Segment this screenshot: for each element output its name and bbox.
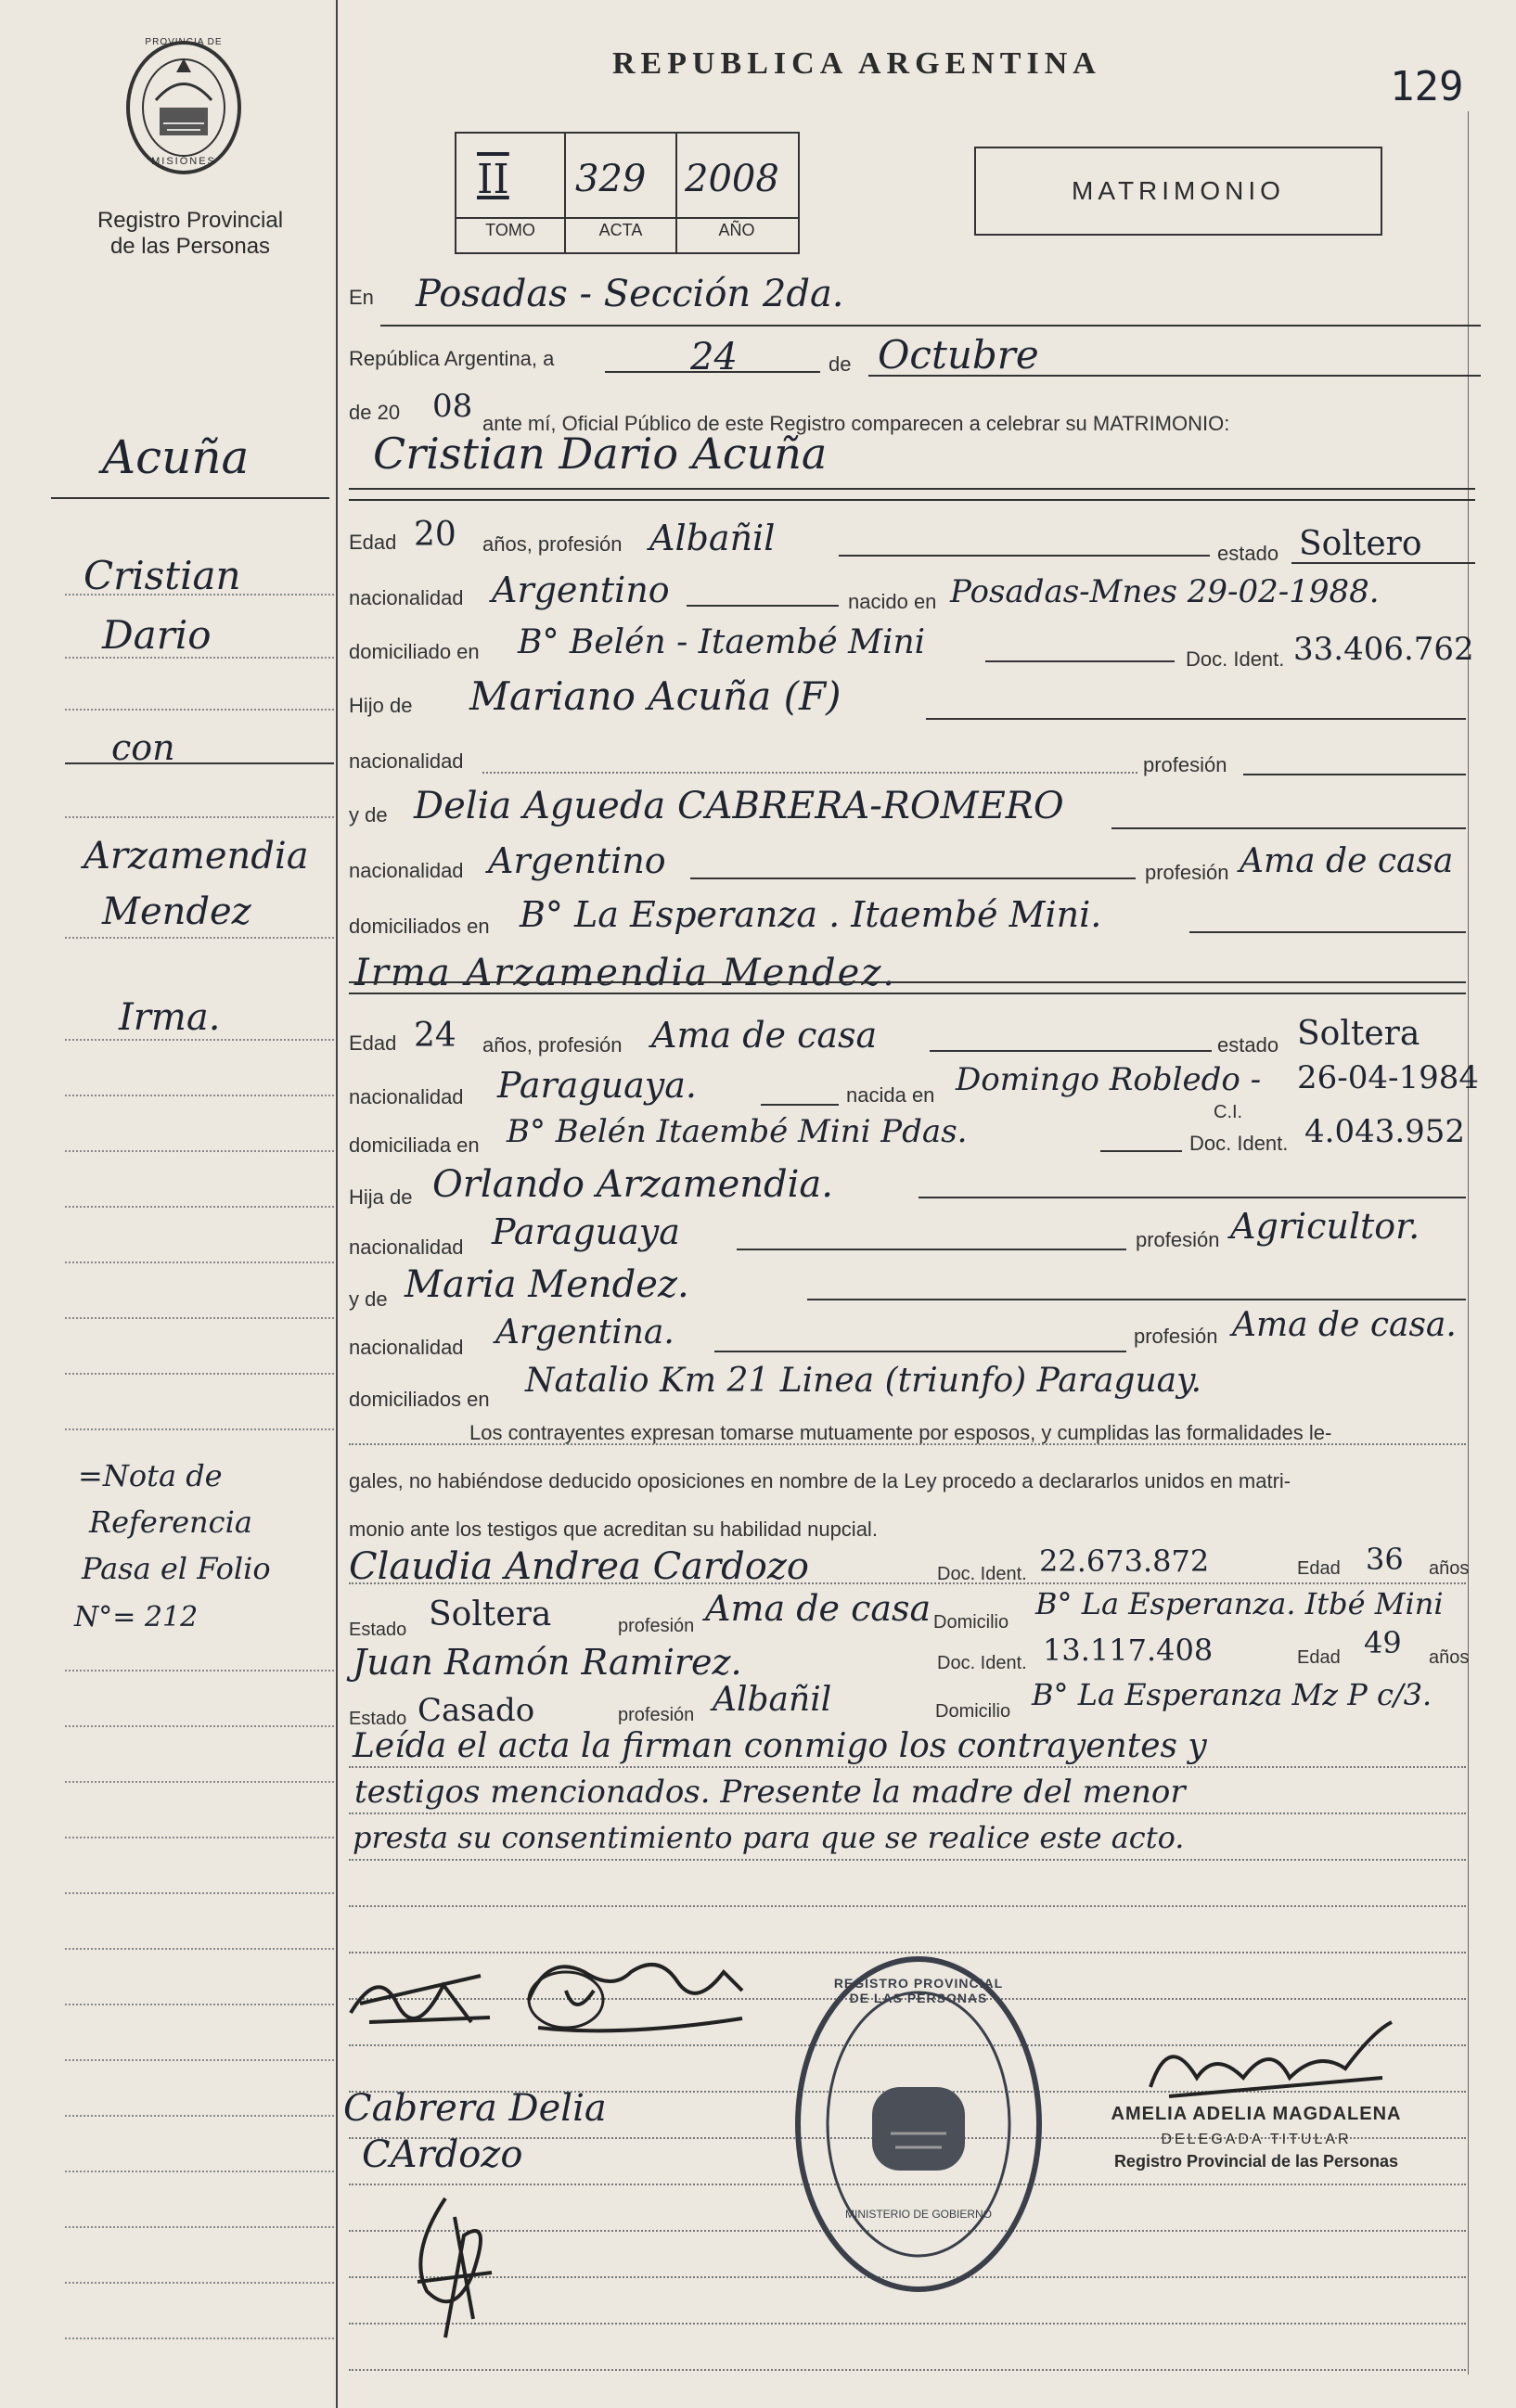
groom-profession-line bbox=[839, 555, 1210, 557]
ante-text: ante mí, Oficial Público de este Registro comparecen a celebrar su MATRIMONIO: bbox=[482, 412, 1230, 435]
groom-parents-address: B° La Esperanza . Itaembé Mini. bbox=[520, 894, 1102, 935]
groom-doc: 33.406.762 bbox=[1293, 631, 1474, 668]
domicilio-label-2: Domicilio bbox=[935, 1701, 1011, 1722]
official-name: AMELIA ADELIA MAGDALENA bbox=[1111, 2104, 1402, 2124]
anos-profesion-label: años, profesión bbox=[482, 532, 623, 556]
country-title: REPUBLICA ARGENTINA bbox=[612, 46, 1101, 81]
acta-value: 329 bbox=[575, 158, 647, 200]
margin-dotted-line bbox=[65, 2282, 334, 2284]
margin-name2: Dario bbox=[102, 612, 212, 658]
month-value: Octubre bbox=[878, 332, 1039, 378]
nacionalidad-label-4: nacionalidad bbox=[349, 1085, 464, 1108]
margin-note1: =Nota de bbox=[78, 1458, 223, 1493]
groom-status-line bbox=[1291, 562, 1475, 564]
witness2-profession: Albañil bbox=[713, 1681, 832, 1719]
groom-address: B° Belén - Itaembé Mini bbox=[518, 623, 926, 661]
bride-profession: Ama de casa bbox=[651, 1015, 878, 1056]
bride-mother-line bbox=[807, 1299, 1466, 1300]
margin-surname2a: Arzamendia bbox=[84, 835, 309, 877]
margin-dotted-line bbox=[65, 1948, 334, 1950]
groom-father-nationality-line bbox=[482, 772, 1137, 774]
bride-doc: 4.043.952 bbox=[1304, 1113, 1466, 1150]
margin-dotted-line bbox=[65, 1837, 334, 1838]
anos-profesion-label-2: años, profesión bbox=[482, 1033, 623, 1057]
groom-address-line bbox=[985, 660, 1175, 662]
margin-con: con bbox=[111, 727, 175, 768]
closing-line-3: presta su consentimiento para que se realice este acto. bbox=[353, 1820, 1185, 1855]
margin-dotted-line bbox=[65, 816, 334, 818]
margin-dotted-line bbox=[65, 1150, 334, 1152]
en-label: En bbox=[349, 286, 374, 309]
groom-mother-line bbox=[1111, 827, 1466, 829]
margin-surname: Acuña bbox=[102, 430, 250, 484]
form-dotted-line bbox=[349, 2369, 1466, 2371]
seal-text-bottom: MISIONES bbox=[151, 156, 216, 167]
margin-dotted-line bbox=[65, 1428, 334, 1430]
witness-signature bbox=[510, 1944, 761, 2056]
domicilio-label: Domicilio bbox=[933, 1612, 1009, 1633]
bride-name-line2 bbox=[349, 993, 1466, 994]
margin-dotted-line bbox=[65, 1039, 334, 1041]
form-dotted-line bbox=[349, 1859, 1466, 1861]
edad-label-3: Edad bbox=[1297, 1558, 1341, 1579]
groom-birth: Posadas-Mnes 29-02-1988. bbox=[950, 573, 1380, 610]
edad-label: Edad bbox=[349, 531, 397, 554]
left-margin-rule bbox=[336, 0, 338, 2408]
witness2-name: Juan Ramón Ramirez. bbox=[353, 1642, 742, 1683]
profesion-label-3: profesión bbox=[1136, 1228, 1220, 1251]
profesion-label-6: profesión bbox=[618, 1705, 695, 1725]
groom-name-line2 bbox=[349, 499, 1475, 501]
edad-label-4: Edad bbox=[1297, 1647, 1341, 1668]
groom-mother-profession: Ama de casa bbox=[1240, 842, 1454, 880]
tomo-label: TOMO bbox=[485, 221, 535, 239]
margin-dotted-line bbox=[65, 1725, 334, 1727]
margin-surname2b: Mendez bbox=[102, 890, 251, 933]
estado-label-4: Estado bbox=[349, 1709, 407, 1729]
witness1-doc: 22.673.872 bbox=[1039, 1543, 1210, 1579]
margin-note3: Pasa el Folio bbox=[82, 1551, 271, 1586]
margin-dotted-line bbox=[65, 2115, 334, 2117]
edad-label-2: Edad bbox=[349, 1031, 397, 1055]
margin-dotted-line bbox=[65, 1206, 334, 1208]
groom-mother: Delia Agueda CABRERA-ROMERO bbox=[414, 785, 1064, 827]
place-value: Posadas - Sección 2da. bbox=[416, 273, 844, 315]
bride-mother-nationality-line bbox=[714, 1351, 1126, 1352]
nacionalidad-label-5: nacionalidad bbox=[349, 1236, 464, 1259]
bride-mother-profession: Ama de casa. bbox=[1232, 1306, 1457, 1344]
bride-profession-line bbox=[930, 1050, 1212, 1052]
margin-note4: N°= 212 bbox=[74, 1601, 199, 1633]
margin-rule bbox=[51, 497, 329, 499]
margin-dotted-line bbox=[65, 2226, 334, 2228]
estado-label: estado bbox=[1217, 542, 1279, 565]
witness1-name: Claudia Andrea Cardozo bbox=[349, 1545, 809, 1588]
form-dotted-line bbox=[349, 1582, 1466, 1584]
doc-label-2: Doc. Ident. bbox=[1189, 1132, 1289, 1155]
groom-age: 20 bbox=[414, 516, 456, 554]
margin-dotted-line bbox=[65, 709, 334, 711]
nacionalidad-label-2: nacionalidad bbox=[349, 749, 464, 773]
margin-dotted-line bbox=[65, 937, 334, 939]
domiciliada-label: domiciliada en bbox=[349, 1134, 480, 1157]
legal-text-1: Los contrayentes expresan tomarse mutuamente por esposos, y cumplidas las formalidades le- bbox=[469, 1421, 1332, 1444]
margin-dotted-line bbox=[65, 1317, 334, 1319]
witness1-address: B° La Esperanza. Itbé Mini bbox=[1035, 1586, 1444, 1621]
bride-nationality-line bbox=[761, 1104, 839, 1106]
day-value: 24 bbox=[690, 336, 738, 378]
bride-parents-address: Natalio Km 21 Linea (triunfo) Paraguay. bbox=[525, 1362, 1202, 1400]
bride-birth: Domingo Robledo - bbox=[956, 1061, 1262, 1098]
republica-label: República Argentina, a bbox=[349, 347, 555, 370]
bride-status: Soltera bbox=[1297, 1015, 1420, 1053]
act-type-box bbox=[974, 147, 1382, 236]
domiciliados-label-2: domiciliados en bbox=[349, 1388, 490, 1411]
groom-father-profession-line bbox=[1243, 774, 1466, 775]
estado-label-3: Estado bbox=[349, 1620, 407, 1640]
hijo-label: Hijo de bbox=[349, 694, 413, 717]
margin-name3: Irma. bbox=[119, 996, 221, 1039]
margin-dotted-line bbox=[65, 657, 334, 659]
profesion-label-2: profesión bbox=[1145, 861, 1229, 884]
stamp-text: REGISTRO PROVINCIAL DE LAS PERSONAS bbox=[833, 1976, 1004, 2005]
bride-father-nationality: Paraguaya bbox=[492, 1211, 680, 1252]
anio-value: 2008 bbox=[685, 158, 779, 200]
page-number: 129 bbox=[1390, 63, 1464, 110]
bride-nationality: Paraguaya. bbox=[497, 1065, 697, 1106]
domiciliados-label: domiciliados en bbox=[349, 915, 490, 938]
witness2-address: B° La Esperanza Mz P c/3. bbox=[1032, 1677, 1432, 1712]
year-prefix: de 20 bbox=[349, 401, 401, 424]
bride-name: Irma Arzamendia Mendez. bbox=[354, 952, 897, 994]
nacionalidad-label-6: nacionalidad bbox=[349, 1336, 464, 1359]
seal-text-top: PROVINCIA DE bbox=[145, 37, 223, 47]
form-dotted-line bbox=[349, 1812, 1466, 1814]
act-type-label: MATRIMONIO bbox=[1072, 176, 1285, 205]
margin-dotted-line bbox=[65, 1670, 334, 1672]
nacionalidad-label-3: nacionalidad bbox=[349, 859, 464, 882]
bride-mother-nationality: Argentina. bbox=[495, 1313, 674, 1351]
y-de-label-2: y de bbox=[349, 1287, 388, 1311]
margin-dotted-line bbox=[65, 1373, 334, 1375]
year-suffix: 08 bbox=[432, 388, 473, 425]
official-role: DELEGADA TITULAR bbox=[1161, 2132, 1352, 2147]
closing-line-1: Leída el acta la firman conmigo los contrayentes y bbox=[353, 1727, 1207, 1765]
place-line bbox=[380, 325, 1481, 327]
bride-father: Orlando Arzamendia. bbox=[432, 1163, 833, 1206]
doc-label-3: Doc. Ident. bbox=[937, 1564, 1027, 1584]
anos-label: años bbox=[1429, 1558, 1470, 1579]
groom-mother-nationality: Argentino bbox=[488, 840, 666, 881]
y-de-label: y de bbox=[349, 803, 388, 826]
month-line bbox=[868, 375, 1481, 377]
official-registry: Registro Provincial de las Personas bbox=[1113, 2152, 1399, 2171]
de-label: de bbox=[829, 352, 852, 376]
bride-address-line bbox=[1100, 1150, 1182, 1152]
registry-name-line2: de las Personas bbox=[109, 234, 271, 259]
bride-age: 24 bbox=[414, 1017, 456, 1055]
day-line bbox=[605, 371, 820, 373]
margin-dotted-line bbox=[65, 2004, 334, 2005]
profesion-label-4: profesión bbox=[1134, 1325, 1218, 1348]
margin-dotted-line bbox=[65, 2059, 334, 2061]
form-dotted-line bbox=[349, 1443, 1466, 1445]
bride-father-profession: Agricultor. bbox=[1230, 1206, 1420, 1247]
witness2-doc: 13.117.408 bbox=[1043, 1633, 1214, 1668]
signature-cabrera-delia: Cabrera Delia bbox=[343, 2087, 607, 2130]
witness2-status: Casado bbox=[418, 1692, 535, 1729]
signature-cardozo: CArdozo bbox=[362, 2133, 523, 2176]
bride-name-line bbox=[349, 981, 1466, 983]
anio-label: AÑO bbox=[718, 221, 755, 239]
hija-label: Hija de bbox=[349, 1185, 413, 1209]
groom-name: Cristian Dario Acuña bbox=[373, 429, 828, 479]
bride-father-line bbox=[919, 1197, 1466, 1198]
bride-signature bbox=[390, 2180, 520, 2356]
domiciliado-label: domiciliado en bbox=[349, 640, 480, 663]
groom-nationality-line bbox=[687, 605, 839, 607]
legal-text-2: gales, no habiéndose deducido oposiciones en nombre de la Ley procedo a declararlos unidos en matri- bbox=[349, 1469, 1291, 1492]
margin-dotted-line bbox=[65, 1892, 334, 1894]
groom-name-line bbox=[349, 488, 1475, 490]
margin-note2: Referencia bbox=[89, 1505, 252, 1540]
legal-text-3: monio ante los testigos que acreditan su habilidad nupcial. bbox=[349, 1518, 878, 1541]
margin-name1: Cristian bbox=[84, 553, 241, 598]
bride-father-nationality-line bbox=[737, 1249, 1126, 1250]
witness2-age: 49 bbox=[1364, 1625, 1402, 1660]
record-number-box bbox=[455, 132, 800, 254]
nacido-label: nacido en bbox=[848, 590, 937, 613]
right-edge-rule bbox=[1468, 111, 1469, 2375]
nacionalidad-label: nacionalidad bbox=[349, 586, 464, 609]
form-dotted-line bbox=[349, 1905, 1466, 1907]
witness1-status: Soltera bbox=[429, 1595, 552, 1633]
groom-status: Soltero bbox=[1299, 525, 1422, 563]
form-dotted-line bbox=[349, 1766, 1466, 1768]
margin-dotted-line bbox=[65, 2338, 334, 2339]
margin-dotted-line bbox=[65, 1095, 334, 1096]
official-signature bbox=[1132, 2013, 1410, 2115]
margin-dotted-line bbox=[65, 594, 334, 596]
nacida-label: nacida en bbox=[846, 1083, 935, 1107]
bride-birth-date: 26-04-1984 bbox=[1297, 1059, 1480, 1096]
doc-label-4: Doc. Ident. bbox=[937, 1653, 1027, 1673]
groom-father-line bbox=[926, 718, 1466, 720]
tomo-value: II bbox=[477, 156, 509, 203]
profesion-label-5: profesión bbox=[618, 1616, 695, 1636]
margin-dotted-line bbox=[65, 2171, 334, 2172]
ci-label: C.I. bbox=[1214, 1102, 1243, 1122]
bride-mother: Maria Mendez. bbox=[405, 1263, 689, 1306]
closing-line-2: testigos mencionados. Presente la madre del menor bbox=[354, 1774, 1186, 1811]
margin-dotted-line bbox=[65, 1262, 334, 1263]
groom-signature bbox=[341, 1957, 508, 2041]
anos-label-2: años bbox=[1429, 1647, 1470, 1668]
groom-parents-address-line bbox=[1189, 931, 1466, 933]
margin-dotted-line bbox=[65, 1781, 334, 1783]
profesion-label: profesión bbox=[1143, 753, 1227, 776]
witness1-profession: Ama de casa bbox=[705, 1588, 931, 1629]
estado-label-2: estado bbox=[1217, 1033, 1279, 1057]
witness1-age: 36 bbox=[1366, 1542, 1404, 1577]
bride-address: B° Belén Itaembé Mini Pdas. bbox=[507, 1113, 968, 1150]
doc-label: Doc. Ident. bbox=[1186, 647, 1285, 671]
acta-label: ACTA bbox=[598, 221, 643, 239]
registry-name-line1: Registro Provincial bbox=[96, 208, 284, 233]
groom-profession: Albañil bbox=[649, 518, 776, 558]
stamp-inner-text: MINISTERIO DE GOBIERNO bbox=[844, 2208, 992, 2221]
margin-con-rule bbox=[65, 762, 334, 764]
groom-nationality: Argentino bbox=[492, 570, 670, 610]
groom-father: Mariano Acuña (F) bbox=[469, 673, 842, 719]
groom-mother-nationality-line bbox=[690, 877, 1136, 879]
